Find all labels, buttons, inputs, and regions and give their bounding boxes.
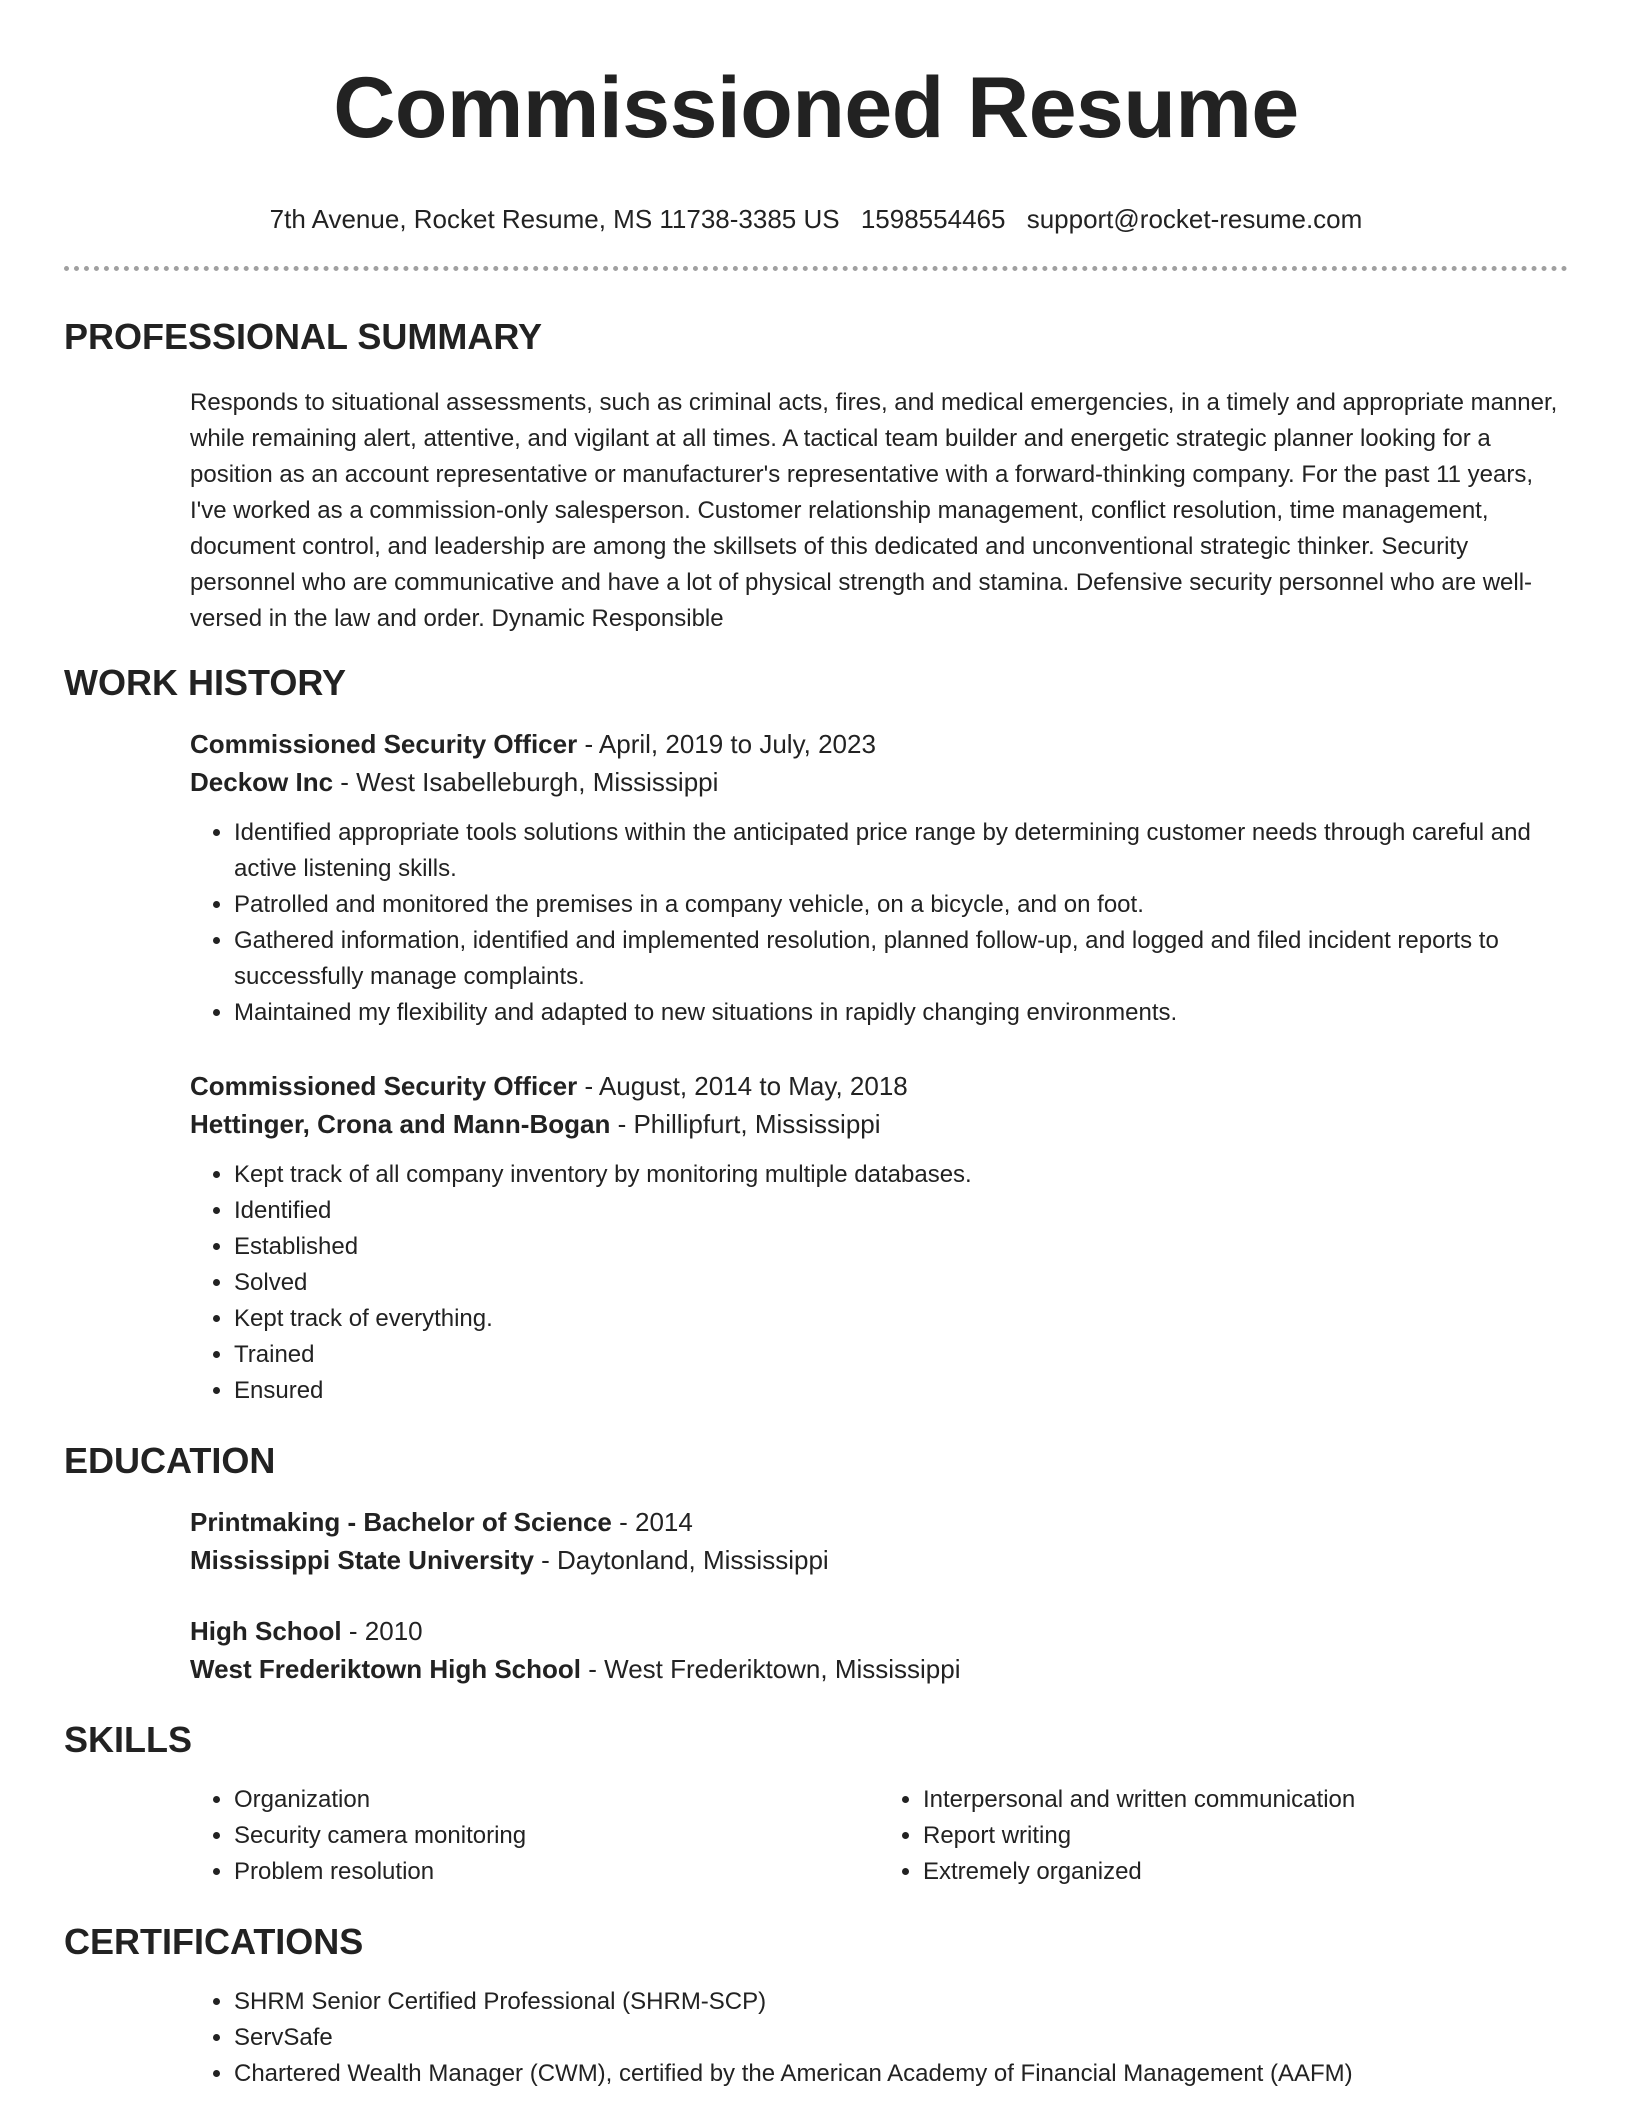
job-title-line bbox=[190, 1067, 1568, 1105]
job-company-line bbox=[190, 1105, 1568, 1143]
list-item: • Kept track of everything. bbox=[234, 1301, 1568, 1337]
list-item: • Solved bbox=[234, 1265, 1568, 1301]
list-item: • Ensured bbox=[234, 1373, 1568, 1409]
contact-email: support@rocket-resume.com bbox=[1026, 204, 1363, 234]
education-degree-line bbox=[190, 1503, 1568, 1541]
skills-heading: SKILLS bbox=[64, 1719, 193, 1760]
summary-section bbox=[64, 315, 1568, 637]
work-history-section bbox=[64, 661, 1568, 1409]
list-item: • Identified appropriate tools solutions within the anticipated price range by determining customer needs through careful and active listening skills. bbox=[234, 815, 1568, 887]
list-item: • Report writing bbox=[923, 1818, 1568, 1854]
education-entry bbox=[190, 1503, 1568, 1579]
education-school-line bbox=[190, 1541, 1568, 1579]
education-degree: High School bbox=[190, 1616, 342, 1646]
summary-heading: PROFESSIONAL SUMMARY bbox=[64, 316, 543, 357]
list-item: • ServSafe bbox=[234, 2020, 1568, 2056]
job-dates: - April, 2019 to July, 2023 bbox=[577, 729, 876, 759]
contact-phone: 1598554465 bbox=[860, 204, 1006, 234]
education-entry bbox=[190, 1612, 1568, 1688]
education-degree: Printmaking - Bachelor of Science bbox=[190, 1507, 612, 1537]
education-location: - Daytonland, Mississippi bbox=[533, 1545, 829, 1575]
skills-column-left bbox=[190, 1782, 879, 1890]
header-divider bbox=[64, 266, 1568, 271]
education-degree-line bbox=[190, 1612, 1568, 1650]
contact-address: 7th Avenue, Rocket Resume, MS 11738-3385 US bbox=[269, 204, 840, 234]
education-year: - 2010 bbox=[341, 1616, 423, 1646]
job-company: Deckow Inc bbox=[190, 767, 334, 797]
skills-column-right bbox=[879, 1782, 1568, 1890]
job-entry bbox=[190, 1067, 1568, 1409]
contact-line bbox=[64, 202, 1568, 236]
work-history-heading: WORK HISTORY bbox=[64, 662, 347, 703]
job-title-line bbox=[190, 725, 1568, 763]
skills-grid bbox=[190, 1782, 1568, 1890]
job-entry bbox=[190, 725, 1568, 1031]
summary-text: Responds to situational assessments, such as criminal acts, fires, and medical emergencies, in a timely and appropriate manner, while remaining alert, attentive, and vigilant at all times. A tactical team builder and energetic strategic planner looking for a position as an account representative or manufacturer's representative with a forward-thinking company. For the past 11 years, I've worked as a commission-only salesperson. Customer relationship management, conflict resolution, time management, document control, and leadership are among the skillsets of this dedicated and unconventional strategic thinker. Security personnel who are communicative and have a lot of physical strength and stamina. Defensive security personnel who are well-versed in the law and order. Dynamic Responsible bbox=[190, 389, 1558, 632]
job-company-line bbox=[190, 763, 1568, 801]
education-location: - West Frederiktown, Mississippi bbox=[581, 1654, 961, 1684]
list-item: • Chartered Wealth Manager (CWM), certified by the American Academy of Financial Management (AAFM) bbox=[234, 2056, 1568, 2092]
list-item: • Patrolled and monitored the premises in a company vehicle, on a bicycle, and on foot. bbox=[234, 887, 1568, 923]
job-role: Commissioned Security Officer bbox=[190, 1071, 578, 1101]
job-bullets bbox=[190, 1157, 1568, 1409]
job-dates: - August, 2014 to May, 2018 bbox=[577, 1071, 908, 1101]
job-bullets bbox=[190, 815, 1568, 1031]
list-item: • Problem resolution bbox=[234, 1854, 879, 1890]
job-role: Commissioned Security Officer bbox=[190, 729, 578, 759]
list-item: • Kept track of all company inventory by monitoring multiple databases. bbox=[234, 1157, 1568, 1193]
list-item: • Established bbox=[234, 1229, 1568, 1265]
list-item: • Interpersonal and written communication bbox=[923, 1782, 1568, 1818]
job-location: - Phillipfurt, Mississippi bbox=[610, 1109, 881, 1139]
education-school-line bbox=[190, 1650, 1568, 1688]
skills-section bbox=[64, 1718, 1568, 1890]
list-item: • Gathered information, identified and implemented resolution, planned follow-up, and logged and filed incident reports to successfully manage complaints. bbox=[234, 923, 1568, 995]
education-school: West Frederiktown High School bbox=[190, 1654, 582, 1684]
list-item: • Trained bbox=[234, 1337, 1568, 1373]
list-item: • Identified bbox=[234, 1193, 1568, 1229]
certifications-section bbox=[64, 1920, 1568, 2092]
education-year: - 2014 bbox=[611, 1507, 693, 1537]
list-item: • Security camera monitoring bbox=[234, 1818, 879, 1854]
education-school: Mississippi State University bbox=[190, 1545, 534, 1575]
list-item: • SHRM Senior Certified Professional (SHRM-SCP) bbox=[234, 1984, 1568, 2020]
list-item: • Organization bbox=[234, 1782, 879, 1818]
certifications-heading: CERTIFICATIONS bbox=[64, 1921, 364, 1962]
job-location: - West Isabelleburgh, Mississippi bbox=[333, 767, 719, 797]
certifications-list bbox=[190, 1984, 1568, 2092]
list-item: • Extremely organized bbox=[923, 1854, 1568, 1890]
education-section bbox=[64, 1439, 1568, 1688]
list-item: • Maintained my flexibility and adapted to new situations in rapidly changing environments. bbox=[234, 995, 1568, 1031]
education-heading: EDUCATION bbox=[64, 1440, 276, 1481]
resume-name: Commissioned Resume bbox=[333, 60, 1299, 156]
job-company: Hettinger, Crona and Mann-Bogan bbox=[190, 1109, 611, 1139]
